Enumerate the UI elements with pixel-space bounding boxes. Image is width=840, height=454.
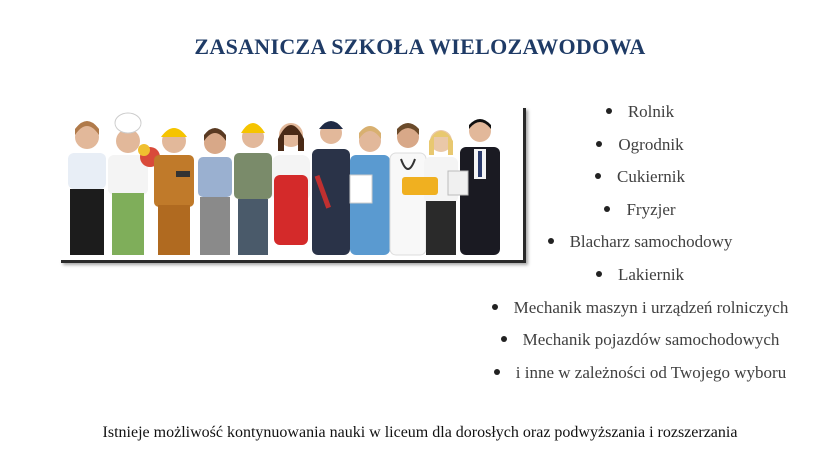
worker-figure [312,121,350,255]
list-item [460,129,820,162]
page-title: ZASANICZA SZKOŁA WIELOZAWODOWA [194,34,646,59]
list-item [460,324,820,357]
list-item [460,292,820,325]
worker-figure [272,123,310,245]
worker-figure [108,113,160,255]
list-item [460,194,820,227]
footer-note: Istnieje możliwość kontynuowania nauki w liceum dla dorosłych oraz podwyższania i rozszerzania [102,424,738,441]
bullet-icon [492,304,498,310]
list-item-label: Blacharz samochodowy [569,232,733,252]
bullet-icon [501,336,507,342]
bullet-icon [595,173,601,179]
worker-figure [154,128,194,255]
list-item [460,259,820,292]
list-item-label: Lakiernik [617,264,685,284]
worker-figure [198,128,232,255]
bullet-icon [596,141,602,147]
worker-figure [68,121,106,255]
list-item [460,96,820,129]
bullet-icon [596,271,602,277]
worker-figure [234,123,272,255]
bullet-icon [604,206,610,212]
list-item-label: Mechanik pojazdów samochodowych [522,330,780,350]
list-item-label: Rolnik [627,102,675,121]
professions-list [460,96,820,389]
bullet-icon [606,108,612,114]
list-item-label: Fryzjer [626,199,676,219]
bullet-icon [548,238,554,244]
list-item-label: Ogrodnik [618,134,684,154]
workers-illustration [58,105,523,260]
list-item-label: Cukiernik [617,167,685,187]
bullet-icon [494,369,500,375]
worker-figure [350,126,390,255]
list-item-label: Mechanik maszyn i urządzeń rolniczych [513,297,789,317]
workers-group-photo [58,105,523,260]
list-item-label: i inne w zależności od Twojego wyboru [515,362,787,382]
list-item [460,357,820,390]
list-item [460,161,820,194]
list-item [460,226,820,259]
